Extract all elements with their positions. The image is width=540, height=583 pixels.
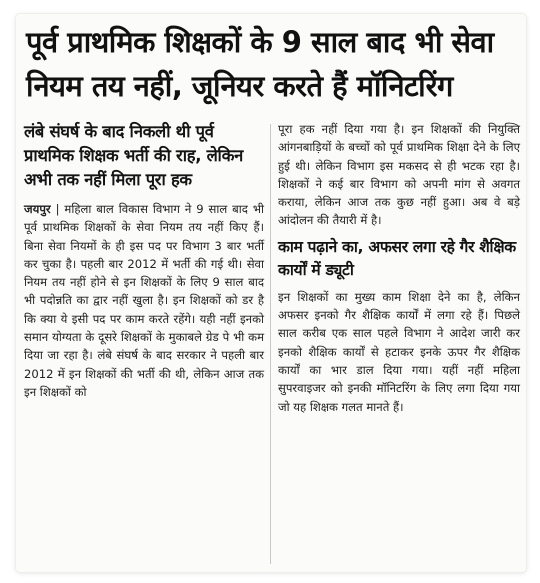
newspaper-clipping	[16, 14, 526, 572]
right-column	[278, 120, 520, 416]
right-subheading: काम पढ़ाने का, अफसर लगा रहे गैर शैक्षिक कार्यों में ड्यूटी	[278, 237, 516, 279]
right-body-text-2: इन शिक्षकों का मुख्य काम शिक्षा देने का है, लेकिन अफसर इनको गैर शैक्षिक कार्यों में लगा रहे हैं। पिछले साल करीब एक साल पहले विभाग ने आदेश जारी कर इनको शैक्षिक कार्यों से हटाकर इनके ऊपर गैर शैक्षिक कार्यों का भार डाल दिया गया। यहीं नहीं महिला सुपरवाइजर को इनकी मॉनिटरिंग के लिए लगा दिया गया जो यह शिक्षक गलत मानते हैं।	[278, 289, 520, 414]
headline-line-1: पूर्व प्राथमिक शिक्षकों के 9 साल बाद भी सेवा	[26, 25, 494, 59]
right-body-text-1: पूरा हक नहीं दिया गया है। इन शिक्षकों की नियुक्ति आंगनबाड़ियों के बच्चों को पूर्व प्राथमिक शिक्षा देने के लिए हुई थी। लेकिन विभाग इस मकसद से ही भटक रहा है। शिक्षकों ने कई बार विभाग को अपनी मांग से अवगत कराया, लेकिन आज तक कुछ नहीं हुआ। अब वे बड़े आंदोलन की तैयारी में है।	[278, 122, 520, 228]
headline-line-2: नियम तय नहीं, जूनियर करते हैं मॉनिटरिंग	[26, 69, 453, 103]
dateline: जयपुर	[24, 202, 51, 216]
column-divider	[270, 124, 271, 564]
left-column	[24, 120, 264, 401]
left-body-content: | महिला बाल विकास विभाग ने 9 साल बाद भी पूर्व प्राथमिक शिक्षकों के सेवा नियम तय नहीं किए हैं। बिना सेवा नियमों के ही इस पद पर विभाग 3 बार भर्ती कर चुका है। पहली बार 2012 में भर्ती की गई थी। सेवा नियम तय नहीं होने से इन शिक्षकों के लिए 9 साल बाद भी पदोन्नति का द्वार नहीं खुला है। इन शिक्षकों को डर है कि क्या ये इसी पद पर काम करते रहेंगे। यही नहीं इनको समान योग्यता के दूसरे शिक्षकों के मुकाबले ग्रेड पे भी कम दिया जा रहा है। लंबे संघर्ष के बाद सरकार ने पहली बार 2012 में इन शिक्षकों की भर्ती की थी, लेकिन आज तक इन शिक्षकों को	[24, 202, 265, 399]
left-body-text	[24, 200, 264, 401]
article-headline	[26, 20, 518, 108]
article-subheadline: लंबे संघर्ष के बाद निकली थी पूर्व प्राथमिक शिक्षक भर्ती की राह, लेकिन अभी तक नहीं मिला पूरा हक	[24, 122, 244, 189]
